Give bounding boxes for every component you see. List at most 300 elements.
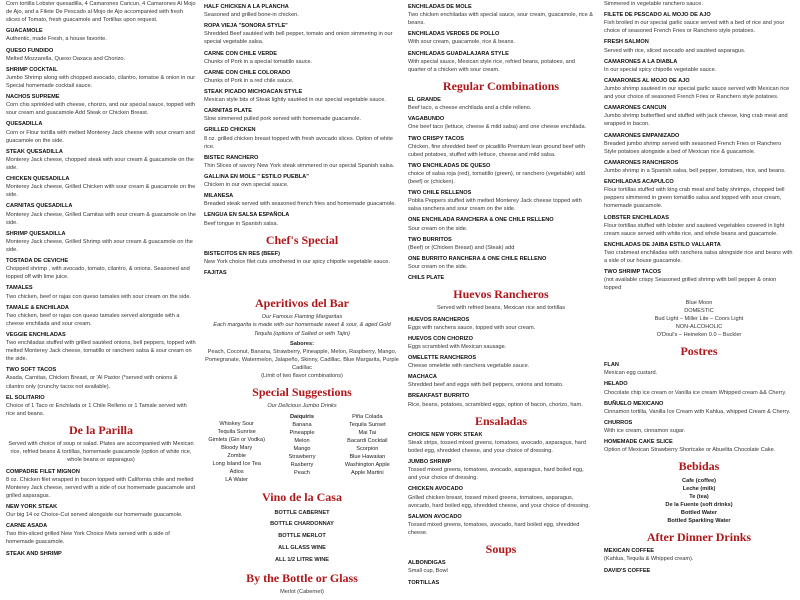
list-line: BOTTLE CABERNET xyxy=(274,509,330,516)
menu-item-name: ENCHILADAS DE MOLE xyxy=(408,4,472,10)
menu-item-name: MILANESA xyxy=(204,193,234,200)
list-line: BOTTLE MERLOT xyxy=(278,533,326,540)
menu-item-name: BUÑUELO MEXICANO xyxy=(604,400,664,407)
menu-item-name: TAMALE & ENCHILADA xyxy=(6,304,69,311)
list-line: Bud Light – Miller Lite – Coors Light xyxy=(654,315,744,322)
huevos-list xyxy=(408,316,594,409)
menu-item-name: QUESADILLA xyxy=(6,121,43,128)
menu-item-name: TWO SOFT TACOS xyxy=(6,367,57,374)
menu-item-name: CHOICE NEW YORK STEAK xyxy=(408,431,483,438)
list-line: Piña Colada xyxy=(352,413,383,420)
menu-item xyxy=(6,331,196,363)
by-bottle-list xyxy=(204,588,400,596)
list-line: Each margarita is made with our homemade sweet & sour, & aged Gold xyxy=(213,322,391,329)
list-line: Te (tea) xyxy=(689,493,709,500)
menu-item-description: choice of salsa roja (red), tomatillo (green), or ranchero (vegetable) add (beef) or (chicken). xyxy=(408,170,585,186)
menu-item-name: CARNITAS QUESADILLA xyxy=(6,203,73,210)
menu-item xyxy=(604,104,794,128)
menu-item xyxy=(604,77,794,101)
menu-item xyxy=(408,236,594,252)
menu-item-description: Small cup, Bowl xyxy=(408,568,448,575)
menu-item-description: Cheese omelette with ranchera vegetable sauce. xyxy=(408,363,530,370)
list-line: Tequila Sunrise xyxy=(217,428,256,435)
list-line: Rasberry xyxy=(290,462,314,469)
appetizer-list xyxy=(6,27,196,418)
list-line: Scorpion xyxy=(356,445,379,452)
menu-item xyxy=(6,284,196,300)
list-line: Tequila Sunset xyxy=(348,421,386,428)
menu-item-description: Two chicken enchiladas with special sauce, sour cream, guacamole, rice & beans. xyxy=(408,12,593,27)
list-line: LA Water xyxy=(225,477,249,484)
menu-item-name: SHRIMP COCKTAIL xyxy=(6,66,58,73)
menu-item-description: Option of Mexican Strawberry Shortcake or Abuelita Chocolate Cake. xyxy=(604,447,776,454)
list-line: Our Famous Flaming Margaritas xyxy=(261,314,343,321)
menu-item-description: 8 oz. Chicken filet wrapped in bacon topped with California chile and melted Monterey Jack cheese, served with a side of our homemade guacamole and grilled asparagus. xyxy=(6,476,196,499)
list-line: Blue Moon xyxy=(685,299,713,306)
ensaladas-list xyxy=(408,431,594,537)
menu-item-name: NACHOS SUPREME xyxy=(6,94,60,101)
menu-item-name: OMELETTE RANCHEROS xyxy=(408,354,477,361)
menu-item-name: CAMARONES AL MOJO DE AJO xyxy=(604,77,690,84)
menu-item-description: Chunks of Pork in a red chile sauce. xyxy=(204,77,294,84)
menu-item-name: LENGUA EN SALSA ESPAÑOLA xyxy=(204,212,290,219)
menu-item-description: Choice of 1 Taco or Enchilada or 1 Chile Relleno or 1 Tamale served with rice and beans. xyxy=(6,402,187,417)
menu-item xyxy=(604,361,794,377)
menu-item-name: TWO CHILE RELLENOS xyxy=(408,190,472,197)
menu-item xyxy=(408,485,594,509)
menu-item xyxy=(6,522,196,546)
drinks-column-2 xyxy=(269,413,334,485)
menu-item-name: SHRIMP QUESADILLA xyxy=(6,230,66,237)
menu-item-description: Tossed mixed greens, tomatoes, avocado, hard boiled egg, shredded cheese. xyxy=(408,521,580,537)
menu-item-description: Jumbo Shrimp along with chopped avocado, cilantro, tomatoe & onion in our Special homemade cocktail sauce. xyxy=(6,74,196,89)
section-title-ensaladas: Ensaladas xyxy=(474,413,528,428)
list-line: Banana xyxy=(292,421,312,428)
section-title-vino: Vino de la Casa xyxy=(262,490,342,505)
section-title-bebidas: Bebidas xyxy=(678,459,720,474)
menu-item-description: Two enchiladas stuffed with grilled sautéed onions, bell peppers, topped with melted Monterey Jack cheese, tomatillo or ranchero salsa & sour cream on the side. xyxy=(6,340,196,363)
aperitivos-description xyxy=(204,313,400,337)
parilla-list xyxy=(6,468,196,558)
list-line: Merlot (Cabernet) xyxy=(280,589,324,596)
section-title-postres: Postres xyxy=(680,344,718,359)
list-line: Adios xyxy=(229,469,244,476)
menu-item-name: ENCHILADAS VERDES DE POLLO xyxy=(408,31,500,38)
menu-item xyxy=(408,458,594,482)
menu-item-description: Mexican style bits of Steak lightly sautéed in our special vegetable sauce. xyxy=(204,97,386,104)
menu-item-name: FAJITAS xyxy=(204,270,227,277)
list-line: ALL 1/2 LITRE WINE xyxy=(275,556,329,563)
section-title-huevos: Huevos Rancheros xyxy=(453,287,549,302)
menu-item-description: Two chicken, beef or rajas con queso tamales with sour cream on the side. xyxy=(6,293,191,300)
chef-special-list xyxy=(204,250,400,277)
menu-item xyxy=(6,148,196,172)
list-line: Bacardi Cocktail xyxy=(347,437,388,444)
menu-item-name: LOBSTER ENCHILADAS xyxy=(604,214,669,221)
menu-item xyxy=(604,547,794,563)
list-line: De la Fuente (soft drinks) xyxy=(665,501,733,508)
menu-item xyxy=(604,567,794,575)
menu-item-name: ENCHILADAS DE JAIBA ESTILO VALLARTA xyxy=(604,241,721,248)
menu-item-name: SALMON AVOCADO xyxy=(408,513,462,520)
menu-item-name: ONE ENCHILADA RANCHERA & ONE CHILE RELLENO xyxy=(408,217,554,224)
menu-item-name: ONE BURRITO RANCHERA & ONE CHILE RELLENO xyxy=(408,255,547,262)
sabores-limit: (Limit of two flavor combinations) xyxy=(261,373,343,380)
section-title-soups: Soups xyxy=(485,542,517,557)
drinks-column-3 xyxy=(335,413,400,485)
menu-item-name: EL GRANDE xyxy=(408,97,441,104)
menu-item-description: (Kahlua, Tequila & Whipped cream). xyxy=(604,556,694,563)
menu-item xyxy=(6,394,196,418)
menu-item-description: One beef taco (lettuce, cheese & mild salsa) and one cheese enchilada. xyxy=(408,124,587,131)
menu-item xyxy=(204,269,400,277)
menu-item-name: DAVID'S COFFEE xyxy=(604,567,651,574)
section-title-special-suggestions: Special Suggestions xyxy=(252,385,352,400)
menu-item xyxy=(408,189,594,213)
menu-column-1 xyxy=(6,0,196,600)
menu-item xyxy=(204,250,400,266)
menu-item-description: Grilled chicken breast, tossed mixed greens, tomatoes, asparagus, avocado, hard boiled egg, shredded cheese, and your choice of dressing. xyxy=(408,494,590,509)
menu-item-description: Rice, beans, potatoes, scrambled eggs, option of bacon, chorizo, ham. xyxy=(408,401,583,408)
menu-item-name: GRILLED CHICKEN xyxy=(204,127,256,134)
menu-item xyxy=(6,120,196,144)
menu-item-description: Simmered in vegetable ranchero sauce. xyxy=(604,1,703,7)
menu-item xyxy=(204,211,400,227)
menu-item-name: ENCHILADAS GUADALAJARA STYLE xyxy=(408,50,509,57)
menu-item xyxy=(604,38,794,54)
daiquiris-flavors xyxy=(269,421,334,478)
menu-item-name: CARNITAS PLATE xyxy=(204,108,252,115)
menu-item-description: New York choice filet cuts smothered in our spicy chipotle vegetable sauce. xyxy=(204,258,390,265)
menu-item-description: Seasoned and grilled bone-in chicken. xyxy=(204,12,299,19)
menu-item-name: HELADO xyxy=(604,381,628,388)
menu-item-name: TOSTADA DE CEVICHE xyxy=(6,258,69,265)
section-title-regular-combinations: Regular Combinations xyxy=(442,78,560,93)
menu-item-name: FILETE DE PESCADO AL MOJO DE AJO xyxy=(604,12,711,19)
menu-item xyxy=(408,50,594,74)
list-line: Gimlets (Gin or Vodka) xyxy=(208,436,265,443)
menu-item xyxy=(6,47,196,63)
menu-item-description: Two crabmeat enchiladas with ranchera salsa alongside rice and beans with a side of our house guacamole. xyxy=(604,249,793,265)
menu-item xyxy=(6,257,196,281)
menu-item-name: TWO ENCHILADAS DE QUESO xyxy=(408,162,491,169)
menu-item xyxy=(604,438,794,454)
menu-item-name: JUMBO SHRIMP xyxy=(408,459,452,466)
menu-item xyxy=(408,316,594,332)
section-title-after-dinner: After Dinner Drinks xyxy=(646,530,752,545)
menu-item-description: In our special spicy chipotle vegetable sauce. xyxy=(604,66,717,73)
menu-item-description: Beef tongue in Spanish salsa. xyxy=(204,220,279,227)
menu-item-name: QUESO FUNDIDO xyxy=(6,47,54,54)
menu-item-name: BISTECITOS EN RES (BEEF) xyxy=(204,250,281,257)
menu-item xyxy=(604,241,794,265)
menu-item xyxy=(604,11,794,35)
menu-item xyxy=(408,335,594,351)
seafood-list xyxy=(604,0,794,293)
menu-item-description: Melted Mozzarella, Queso Oaxaca and Chorizo. xyxy=(6,55,126,62)
menu-item-name: CHILS PLATE xyxy=(408,275,445,282)
menu-item-description: Monterey Jack cheese, Grilled Shrimp with sour cream & guacamole on the side. xyxy=(6,238,193,253)
menu-item-description: Shredded beef and eggs with bell peppers, onions and tomato. xyxy=(408,382,564,389)
menu-item xyxy=(204,3,400,19)
menu-item xyxy=(6,230,196,254)
drinks-table xyxy=(204,413,400,485)
menu-item xyxy=(204,154,400,170)
menu-item-description: (Beef) or (Chicken Breast) and (Steak) add xyxy=(408,244,515,251)
menu-item xyxy=(204,173,400,189)
menu-item xyxy=(604,268,794,292)
menu-item-description: Breaded steak served with seasoned french fries and homemade guacamole. xyxy=(204,201,396,208)
menu-item-name: CAMARONES RANCHEROS xyxy=(604,159,679,166)
menu-item xyxy=(408,255,594,271)
menu-item xyxy=(204,69,400,85)
menu-item xyxy=(6,550,196,558)
menu-item xyxy=(604,400,794,416)
list-line: NON-ALCOHOLIC xyxy=(675,323,723,330)
menu-item-name: EL SOLITARIO xyxy=(6,394,45,401)
menu-item-name: CARNE ASADA xyxy=(6,523,48,530)
menu-item-description: Jumbo shrimp butterflied and stuffed with jack cheese, king crab meat and wrapped in bacon. xyxy=(604,113,788,128)
menu-item-name: MEXICAN COFFEE xyxy=(604,548,655,555)
list-line: Mango xyxy=(293,445,311,452)
menu-item-description: Corn or Flour tortilla with melted Monterey Jack cheese with sour cream and guacamole on the side. xyxy=(6,129,195,144)
menu-item-description: Tossed mixed greens, tomatoes, avocado, asparagus, hard boiled egg, and your choice of dressing. xyxy=(408,467,584,482)
menu-item-description: Monterey Jack cheese, Grilled Chicken with sour cream & guacamole on the side. xyxy=(6,184,196,199)
menu-item xyxy=(408,373,594,389)
combinations-list xyxy=(408,96,594,282)
menu-item xyxy=(6,468,196,500)
section-title-aperitivos: Aperitivos del Bar xyxy=(255,296,349,311)
menu-item-description: Authentic, made Fresh, a house favorite. xyxy=(6,36,107,43)
menu-item xyxy=(408,274,594,282)
menu-item-name: MACHACA xyxy=(408,374,437,381)
list-line: Zombie xyxy=(227,452,246,459)
list-line: Whiskey Sour xyxy=(219,420,254,427)
menu-item-description: Served with rice, sliced avocado and sautéed asparagus. xyxy=(604,47,746,54)
menu-item-name: TWO SHRIMP TACOS xyxy=(604,269,661,276)
menu-item-description: Corn chis sprinkled with cheese, chorizo, and our special sauce, topped with sour cream and guacamole Add Steak or Chicken Breast. xyxy=(6,102,196,117)
menu-item xyxy=(408,96,594,112)
menu-item xyxy=(204,22,400,46)
menu-item-name: TWO CRISPY TACOS xyxy=(408,135,465,142)
menu-item xyxy=(408,135,594,159)
menu-item xyxy=(6,27,196,43)
menu-item-name: GUACAMOLE xyxy=(6,28,43,35)
menu-item xyxy=(604,0,794,8)
drinks-column-1 xyxy=(204,413,269,485)
menu-item-description: Flour tortillas stuffed with king crab meat and baby shrimps, chopped bell peppers simmered in green tomatillo salsa and topped with sour cream, homemade guacamole. xyxy=(604,187,785,210)
menu-item-description: Chicken in our own special sauce. xyxy=(204,182,289,189)
menu-item-name: CARNE CON CHILE COLORADO xyxy=(204,69,291,76)
menu-item xyxy=(604,159,794,175)
menu-item-description: Two thin-sliced grilled New York Choice Mets served with a side of homemade guacamole. xyxy=(6,531,170,546)
menu-item-name: HUEVOS RANCHEROS xyxy=(408,316,470,323)
menu-item-name: NEW YORK STEAK xyxy=(6,503,58,510)
menu-item-description: With sour cream, guacamole, rice & beans. xyxy=(408,39,515,46)
menu-item xyxy=(604,178,794,210)
section-title-chef-special: Chef's Special xyxy=(265,232,339,247)
soups-list xyxy=(408,559,594,586)
menu-item xyxy=(408,3,594,27)
menu-item-description: Fish broiled in our special garlic sauce served with a bed of rice and your choice of seasoned French Fries or Ranchero style potatoes. xyxy=(604,20,785,35)
menu-item-description: Thin Slices of savory New York steak simmered in our special Spanish salsa. xyxy=(204,162,395,169)
entree-list xyxy=(204,3,400,228)
menu-item-name: CAMARONES EMPANIZADO xyxy=(604,132,680,139)
menu-item xyxy=(408,162,594,186)
menu-item-name: CARNE CON CHILE VERDE xyxy=(204,50,278,57)
menu-item-name: CHICKEN AVOCADO xyxy=(408,486,464,493)
list-line: Bottled Water xyxy=(680,509,718,516)
menu-item-description: (not available crispy Seasoned grilled shrimp with bell pepper & onion topped xyxy=(604,277,777,292)
list-line: BOTTLE CHARDONNAY xyxy=(270,521,334,528)
menu-item-name: VAGABUNDO xyxy=(408,116,445,123)
list-line: Long Island Ice Tea xyxy=(212,461,261,468)
list-line: ALL GLASS WINE xyxy=(278,544,326,551)
menu-item-description: Jumbo shrimp in a Spanish salsa, bell pepper, tomatoes, rice, and beans. xyxy=(604,167,786,174)
menu-item-description: Sour cream on the side. xyxy=(408,264,468,271)
beer-list xyxy=(604,299,794,340)
combo-platter-description: Corn tortilla Lobster quesadilla, 4 Camarones Cancun, 4 Camarones Al Mojo de Ajo, and a Filete De Pescado al Mojo de Ajo accompanied with fresh slices of Tomato, fresh guacamole and Tortillas upon request. xyxy=(6,1,196,24)
menu-item xyxy=(6,202,196,226)
enchiladas-list xyxy=(408,3,594,74)
menu-item xyxy=(6,175,196,199)
list-line: Melon xyxy=(294,437,310,444)
menu-item xyxy=(604,132,794,156)
menu-item xyxy=(604,380,794,396)
menu-item-description: Asada, Carnitas, Chicken Breast, or 'Al Pastor (*served with onions & cilantro only (crunchy tacos not available). xyxy=(6,375,178,390)
daiquiris-label: Daiquiris xyxy=(290,413,314,420)
menu-item xyxy=(408,513,594,537)
list-line: Peach xyxy=(294,470,310,477)
menu-item xyxy=(604,419,794,435)
menu-item-description: With ice cream, cinnamon sugar. xyxy=(604,428,686,434)
list-line: DOMESTIC xyxy=(684,307,714,314)
sabores-flavors: Peach, Coconut, Banana, Strawberry, Pineapple, Melon, Raspberry, Mango, Pomegranate, Watermelon, Jalapeño, Skinny, Cadillac, Blue Margarita, Purple Cadillac xyxy=(205,348,399,371)
menu-item xyxy=(408,559,594,575)
menu-item-description: Steak strips, tossed mixed greens, tomatoes, avocado, asparagus, hard boiled egg, shredded cheese, and your choice of dressing. xyxy=(408,439,586,455)
menu-item-name: FRESH SALMON xyxy=(604,39,649,46)
menu-item-description: 8 oz. grilled chicken breast topped with fresh avocado slices. Option of white rice. xyxy=(204,135,394,150)
menu-column-3 xyxy=(408,0,594,600)
menu-item-description: Chocolate chip ice cream or Vanilla ice cream Whipped cream && Cherry. xyxy=(604,389,787,396)
menu-item-name: CAMARONES A LA DIABLA xyxy=(604,58,678,65)
list-line: O'Doul's – Heineken 0.0 – Buckler xyxy=(656,331,742,338)
menu-item-name: BREAKFAST BURRITO xyxy=(408,393,470,400)
menu-item-description: Mexican egg custard. xyxy=(604,370,658,377)
menu-item-description: Chopped shrimp , with avocado, tomato, cilantro, & onions. Seasoned and topped off with lime juice. xyxy=(6,266,190,281)
menu-item-name: FLAN xyxy=(604,362,619,369)
menu-item xyxy=(6,66,196,90)
menu-item-name: CAMARONES CANCUN xyxy=(604,105,667,112)
menu-item-name: ENCHILADAS ACAPULCO xyxy=(604,179,674,186)
menu-item-name: GALLINA EN MOLE " ESTILO PUEBLA" xyxy=(204,173,309,180)
menu-column-2 xyxy=(204,0,400,600)
list-line: Cafe (coffee) xyxy=(682,477,716,484)
section-title-by-bottle: By the Bottle or Glass xyxy=(246,571,358,586)
menu-item xyxy=(408,115,594,131)
menu-item xyxy=(6,304,196,328)
huevos-subtitle: Served with refried beans, Mexican rice and tortillas xyxy=(436,305,566,312)
sabores-label: Sabores: xyxy=(290,340,314,347)
menu-item xyxy=(204,88,400,104)
menu-column-4 xyxy=(604,0,794,600)
menu-item-description: Breaded jumbo shrimp served with seasoned French Fries or Ranchero Style potatoes alongside a bed of Mexican rice & guacamole. xyxy=(604,140,782,155)
menu-item-name: TWO BURRITOS xyxy=(408,236,452,243)
menu-item-description: Shredded Beef sautéed with bell pepper, tomato and onion simmering in our special vegetable salsa. xyxy=(204,31,393,46)
menu-item-name: ALBONDIGAS xyxy=(408,560,446,567)
bebidas-list xyxy=(604,477,794,526)
postres-list xyxy=(604,361,794,454)
list-line: Mai Tai xyxy=(358,429,377,436)
menu-item-description: Chunks of Pork in a special tomatillo sauce. xyxy=(204,58,313,65)
list-line: Bottled Sparkling Water xyxy=(667,518,731,525)
list-line: Strawberry xyxy=(288,454,316,461)
menu-item-name: HOMEMADE CAKE SLICE xyxy=(604,439,673,446)
menu-item xyxy=(6,93,196,117)
menu-item-name: TORTILLAS xyxy=(408,579,440,586)
menu-item-description: Poblia Peppers stuffed with melted Monterey Jack cheese topped with salsa ranchera and sour cream on the side. xyxy=(408,198,582,213)
list-line: Bloody Mary xyxy=(221,444,253,451)
menu-item-name: CHICKEN QUESADILLA xyxy=(6,176,70,183)
list-line: Leche (milk) xyxy=(682,485,716,492)
list-line: Washington Apple xyxy=(344,462,390,469)
menu-item xyxy=(6,366,196,390)
menu-item-description: Monterey Jack cheese, chopped steak with sour cream & guacamole on the side. xyxy=(6,156,194,171)
menu-item xyxy=(408,216,594,232)
menu-item-description: Slow simmered pulled pork served with homemade guacamole. xyxy=(204,116,362,123)
list-line: Blue Hawaiian xyxy=(349,454,386,461)
list-line: Apple Martini xyxy=(350,470,384,477)
menu-item xyxy=(408,431,594,455)
menu-item-name: HALF CHICKEN A LA PLANCHA xyxy=(204,4,289,10)
menu-item-name: VEGGIE ENCHILADAS xyxy=(6,331,66,338)
menu-item-name: TAMALES xyxy=(6,285,33,292)
list-line: Tequila (options of Salted or with Tajin) xyxy=(254,330,350,337)
menu-item-description: Two chicken, beef or rajas con queso tamales served alongside with a cheese enchilada and sour cream. xyxy=(6,312,180,327)
menu-item xyxy=(204,50,400,66)
menu-item xyxy=(408,354,594,370)
menu-item-name: HUEVOS CON CHORIZO xyxy=(408,335,473,342)
menu-item-name: STEAK PICADO MICHOACAN STYLE xyxy=(204,88,303,95)
section-title-parilla: De la Parilla xyxy=(69,423,133,438)
menu-item-name: STEAK QUESADILLA xyxy=(6,148,63,155)
menu-item xyxy=(408,392,594,408)
menu-item xyxy=(6,503,196,519)
menu-item-description: Beef taco, a cheese enchilada and a chile relleno. xyxy=(408,105,532,112)
menu-item-description: Cinnamon tortilla, Vanilla Ice Cream with Kahlua, whipped Cream & Cherry. xyxy=(604,408,791,415)
after-dinner-list xyxy=(604,547,794,574)
menu-item-name: ROPA VIEJA "SONORA STYLE" xyxy=(204,23,288,30)
menu-item-name: COMPADRE FILET MIGNON xyxy=(6,468,80,475)
menu-item-description: Flour tortillas stuffed with lobster and sauteed vegetables covered in light cream sauce served with white rice, and whole beans and guacamole. xyxy=(604,222,785,237)
menu-item-description: Eggs scrambled with Mexican sausage. xyxy=(408,343,507,350)
menu-item-description: With special sauce, Mexican style rice, refried beans, potatoes, and quarter of a chicken with sour cream. xyxy=(408,58,575,73)
menu-item-name: STEAK AND SHRIMP xyxy=(6,550,62,557)
menu-item-name: CHURROS xyxy=(604,419,633,426)
menu-item xyxy=(408,30,594,46)
menu-item xyxy=(604,58,794,74)
parilla-subtitle: Served with choice of soup or salad. Plates are accompanied with Mexican rice, refried beans & tortillas, homemade guacamole (option of white rice, whole beans or asparagus) xyxy=(8,441,194,464)
menu-item-description: Chicken, fine shredded beef or picadillo Premium lean ground beef with cubed potatoes, stuffed with lettuce, cheese and mild salsa. xyxy=(408,143,585,158)
menu-item xyxy=(204,192,400,208)
menu-item-description: Jumbo shrimp sauteed in our special garlic sauce served with Mexican rice and your choice of seasoned French Fries or Ranchero style potatoes. xyxy=(604,85,790,101)
menu-item-description: Sour cream on the side. xyxy=(408,225,468,232)
menu-item-description: Eggs with ranchera sauce, topped with sour cream. xyxy=(408,324,536,331)
special-suggestions-subtitle: Our Delicious Jumbo Drinks xyxy=(267,403,337,410)
list-line: Pineapple xyxy=(289,429,315,436)
menu-item-name: BISTEC RANCHERO xyxy=(204,154,259,161)
menu-item xyxy=(604,214,794,238)
